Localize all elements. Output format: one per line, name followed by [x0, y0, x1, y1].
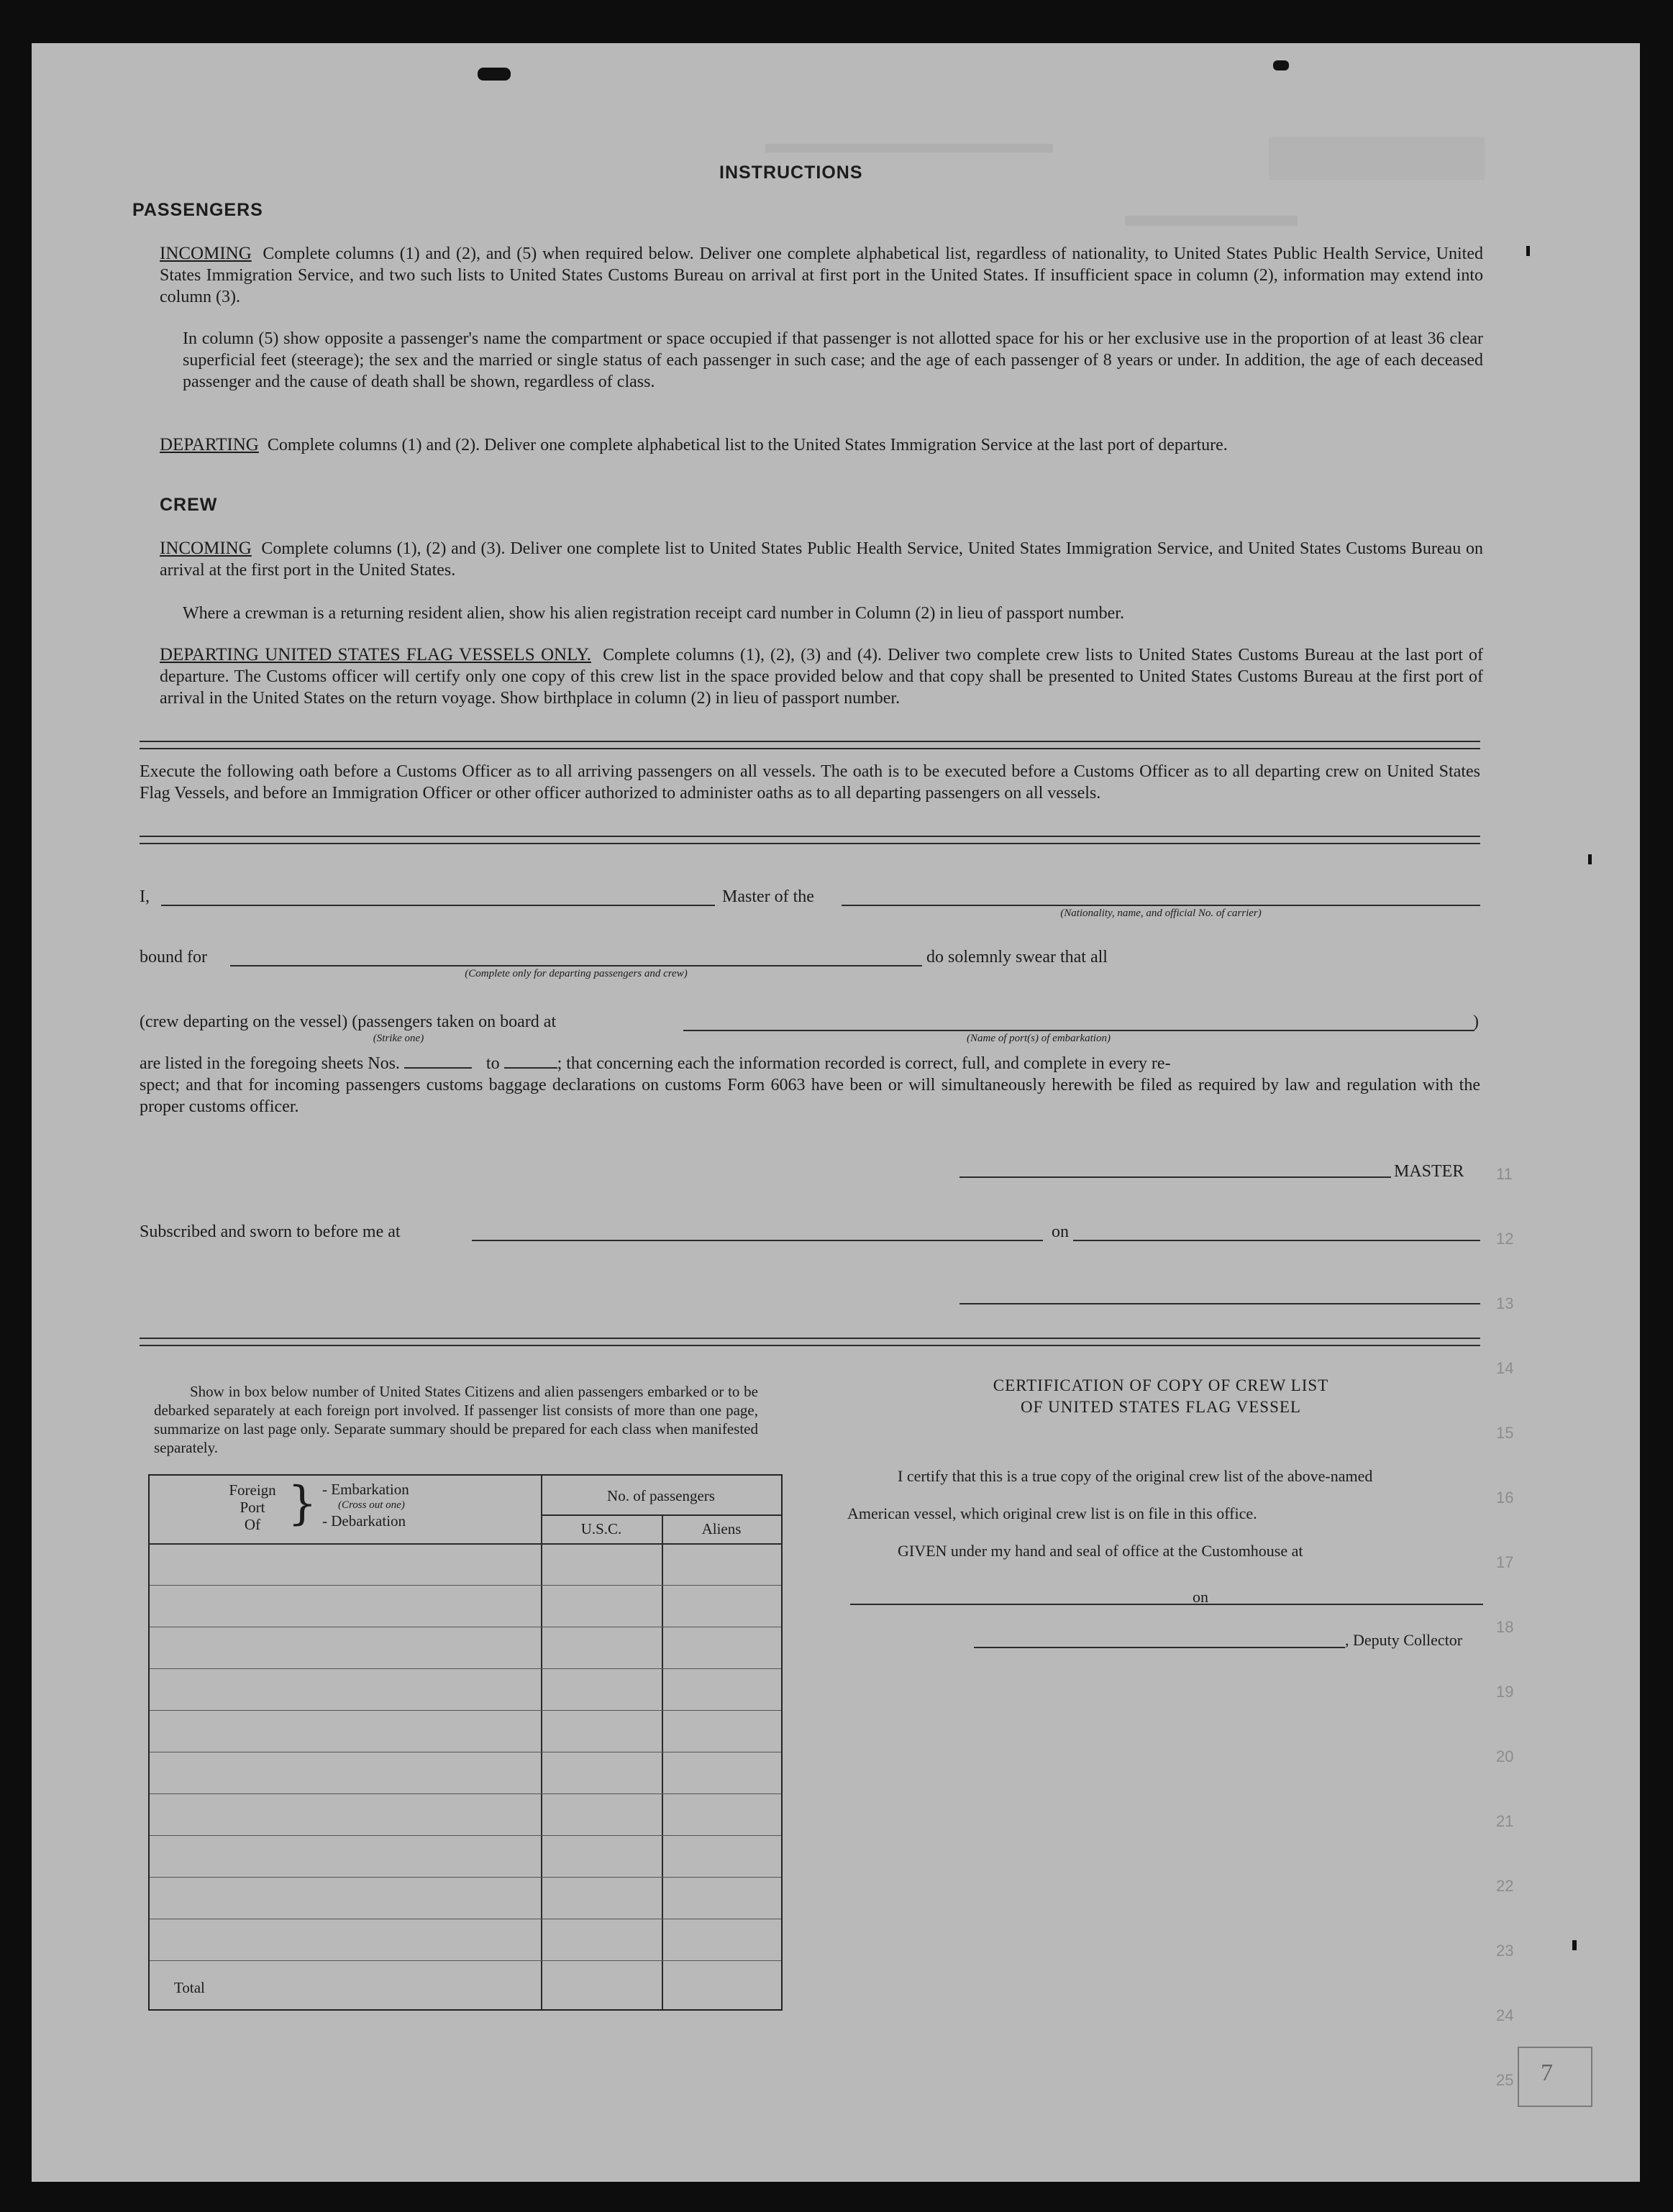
- table-row-line: [150, 1835, 781, 1836]
- table-row-line: [150, 1793, 781, 1794]
- total-label: Total: [174, 1979, 205, 1996]
- passenger-summary-table: [148, 1474, 783, 2011]
- table-row-line: [150, 1710, 781, 1711]
- sheet-from-field[interactable]: [404, 1053, 472, 1069]
- subscribed-on-label: on: [1052, 1222, 1069, 1241]
- listed-label-a: are listed in the foregoing sheets Nos.: [140, 1054, 400, 1073]
- close-paren: ): [1473, 1013, 1479, 1031]
- scan-speck: [1273, 60, 1289, 70]
- aliens-header: Aliens: [701, 1520, 742, 1537]
- passengers-incoming-label: INCOMING: [160, 244, 252, 263]
- carrier-caption: (Nationality, name, and official No. of carrier): [1060, 908, 1262, 919]
- crew-departing-text: Complete columns (1), (2), (3) and (4). Deliver two complete crew lists to United States Customs Bureau at the last port of departure. The Customs officer will certify only one copy of this crew list in the space provided below and that copy shall be presented to United States Customs Bureau at the first port of arrival in the United States on the return voyage. Show birthplace in column (2) in lieu of passport number.: [160, 646, 1483, 708]
- certification-title: CERTIFICATION OF COPY OF CREW LIST OF UNITED STATES FLAG VESSEL: [993, 1376, 1329, 1416]
- swear-label: do solemnly swear that all: [926, 948, 1108, 966]
- embarkation-ports-caption: (Name of port(s) of embarkation): [967, 1033, 1111, 1044]
- crew-resident-paragraph: Where a crewman is a returning resident alien, show his alien registration receipt card number in Column (2) in lieu of passport number.: [183, 604, 1124, 623]
- show-through-text: [722, 137, 1585, 252]
- scan-speck: [1588, 854, 1592, 864]
- document-sheet: INSTRUCTIONS PASSENGERS INCOMING Complete columns (1) and (2), and (5) when required below. Deliver one complete alphabetical list, regardless of nationality, to United States Public Health Service, United States Immigration Service, and two such lists to United States Customs Bureau on arrival at first port in the United States. If insufficient space in column (2), information may extend into column (3). In column (5) show opposite a passenger's name the compartment or space occupied if that passenger is not allotted space for his or her exclusive use in the proportion of at least 36 clear superficial feet (steerage); the sex and the married or single status of each passenger in such case; and the age of each passenger of 8 years or under. In addition, the age of each deceased passenger and the cause of death shall be shown, regardless of class. DEPARTING Complete columns (1) and (2). Deliver one complete alphabetical list to the United States Immigration Service at the last port of departure. CREW INCOMING Complete columns (1), (2) and (3). Deliver one complete list to United States Public Health Service, United States Immigration Service, and United States Customs Bureau on arrival at the first port in the United States. Where a crewman is a returning resident alien, show his alien registration receipt card number in Column (2) in lieu of passport number. DEPARTING UNITED STATES FLAG VESSELS ONLY. Complete columns (1), (2), (3) and (4). Deliver two complete crew lists to United States Customs Bureau at the last port of departure. The Customs officer will certify only one copy of this crew list in the space provided below and that copy shall be presented to United States Customs Bureau at the first port of arrival in the United States on the return voyage. Show birthplace in column (2) in lieu of passport number. Execute the following oath before a Customs Officer as to all arriving passengers on all vessels. The oath is to be executed before a Customs Officer as to all departing crew on United States Flag Vessels, and before an Immigration Officer or other officer authorized to administer oaths as to all departing passengers on all vessels. I, Master of the (Nationality, name, and official No. of carrier) bound for (Complete only for departing passengers and crew) do solemnly swear that all (crew departing on the vessel) (passengers taken on board at (Strike one) (Name of port(s) of embarkation) ) are listed in the foregoing sheets Nos. to ; that concerning each the information recorded is correct, full, and complete in every re- spect; and that for incoming passengers customs baggage declarations on customs Form 6063 have been or will simultaneously herewith be filed as required by law and regulation with the proper customs officer. MASTER Subscribed and sworn to before me at on Show in box below number of United States Citizens and alien passengers embarked or to be debarked separately at each foreign port involved. If passenger list consists of more than one page, summarize on last page only. Separate summary should be prepared for each class when manifested separately. Foreign Port Of } - Embarkation (Cross out one) - Debarkation No. of passengers U.S.C. Aliens Total CERTIFICATION OF COPY OF CREW LIST OF UNITED STATES FLAG VESSEL I certify that this is a true copy of the original crew list of the above-named American vessel, which original crew list is on file in this office. GIVEN under my hand and seal of office at the Customhouse at on , Deputy Collector 11 12 13 14 15 16 17 18 19 20 21 22 23 24 25 7: [32, 43, 1640, 2182]
- page-title: INSTRUCTIONS: [719, 163, 863, 183]
- deputy-collector-label: , Deputy Collector: [1345, 1631, 1463, 1649]
- embark-debark-labels: - Embarkation (Cross out one) - Debarkation: [322, 1481, 409, 1530]
- oath-instruction: Execute the following oath before a Customs Officer as to all arriving passengers on all vessels. The oath is to be executed before a Customs Officer as to all departing crew on United States Flag Vessels, and before an Immigration Officer or other officer authorized to administer oaths as to all departing passengers on all vessels.: [140, 762, 1480, 803]
- carrier-field[interactable]: [842, 905, 1480, 906]
- crew-departing-label: DEPARTING UNITED STATES FLAG VESSELS ONLY.: [160, 645, 591, 664]
- bound-for-label: bound for: [140, 948, 207, 966]
- bound-for-caption: (Complete only for departing passengers and crew): [465, 968, 688, 979]
- page-number: 7: [1541, 2060, 1553, 2086]
- passengers-heading: PASSENGERS: [132, 200, 263, 220]
- listed-label-b: ; that concerning each the information recorded is correct, full, and complete in every re-: [557, 1054, 1171, 1073]
- separator-rule-1: [140, 741, 1480, 749]
- certification-line-3: GIVEN under my hand and seal of office at the Customhouse at: [898, 1542, 1303, 1560]
- brace-glyph: }: [288, 1477, 317, 1530]
- listed-line-1: [140, 1053, 1480, 1074]
- passengers-departing-label: DEPARTING: [160, 435, 259, 454]
- subscribed-date-field[interactable]: [1073, 1240, 1480, 1241]
- certification-on-label: on: [1193, 1588, 1208, 1606]
- table-row-line: [150, 1960, 781, 1961]
- scan-speck: [1526, 246, 1530, 256]
- master-name-field[interactable]: [161, 905, 715, 906]
- crew-heading: CREW: [160, 495, 218, 515]
- crew-incoming-text: Complete columns (1), (2) and (3). Deliver one complete list to United States Public Health Service, United States Immigration Service, and United States Customs Bureau on arrival at the first port in the United States.: [160, 539, 1484, 580]
- listed-to-label: to: [486, 1054, 500, 1073]
- summary-instruction: Show in box below number of United States Citizens and alien passengers embarked or to be debarked separately at each foreign port involved. If passenger list consists of more than one page, summarize on last page only. Separate summary should be prepared for each class when manifested separately.: [154, 1383, 758, 1456]
- subscribed-label: Subscribed and sworn to before me at: [140, 1222, 401, 1241]
- embarkation-ports-field[interactable]: [683, 1030, 1474, 1031]
- crew-incoming-block: [160, 538, 1483, 581]
- subscribed-place-field[interactable]: [472, 1240, 1043, 1241]
- bound-for-field[interactable]: [230, 965, 922, 966]
- no-of-passengers-header: No. of passengers: [607, 1487, 715, 1504]
- master-signature-label: MASTER: [1394, 1162, 1464, 1181]
- table-row-line: [150, 1585, 781, 1586]
- usc-header: U.S.C.: [580, 1520, 622, 1537]
- crew-or-passengers-label: (crew departing on the vessel) (passengers taken on board at: [140, 1013, 557, 1031]
- table-row-line: [150, 1877, 781, 1878]
- passengers-incoming-block: [160, 243, 1483, 308]
- separator-rule-3: [140, 1338, 1480, 1346]
- page-number-box: [1518, 2047, 1592, 2107]
- scan-speck: [1572, 1940, 1577, 1950]
- certification-line-1: I certify that this is a true copy of the original crew list of the above-named: [898, 1467, 1373, 1485]
- master-of-the-label: Master of the: [722, 887, 814, 906]
- separator-rule-2: [140, 836, 1480, 844]
- certification-line-2: American vessel, which original crew list is on file in this office.: [847, 1504, 1257, 1522]
- column5-paragraph: In column (5) show opposite a passenger's name the compartment or space occupied if that passenger is not allotted space for his or her exclusive use in the proportion of at least 36 clear superficial feet (steerage); the sex and the married or single status of each passenger in such case; and the age of each passenger of 8 years or under. In addition, the age of each deceased passenger and the cause of death shall be shown, regardless of class.: [183, 329, 1483, 391]
- listed-line-2: spect; and that for incoming passengers customs baggage declarations on customs Form 6063 have been or will simultaneously herewith be filed as required by law and regulation with the proper customs officer.: [140, 1076, 1480, 1116]
- officer-signature-field[interactable]: [959, 1303, 1480, 1304]
- crew-departing-block: [160, 644, 1483, 709]
- oath-i-label: I,: [140, 887, 150, 906]
- table-row-line: [150, 1668, 781, 1669]
- sheet-to-field[interactable]: [504, 1053, 557, 1069]
- passengers-departing-text: Complete columns (1) and (2). Deliver one complete alphabetical list to the United States Immigration Service at the last port of departure.: [267, 436, 1228, 454]
- foreign-port-label: Foreign Port Of: [229, 1481, 276, 1533]
- passengers-incoming-text: Complete columns (1) and (2), and (5) when required below. Deliver one complete alphabetical list, regardless of nationality, to United States Public Health Service, United States Immigration Service, and two such lists to United States Customs Bureau on arrival at first port in the United States. If insufficient space in column (2), information may extend into column (3).: [160, 244, 1484, 306]
- strike-one-caption: (Strike one): [373, 1033, 424, 1044]
- passengers-departing-block: [160, 434, 1483, 456]
- certification-date-field[interactable]: [1214, 1604, 1483, 1605]
- customhouse-field[interactable]: [850, 1604, 1218, 1605]
- crew-incoming-label: INCOMING: [160, 539, 252, 558]
- deputy-collector-field[interactable]: [974, 1647, 1345, 1648]
- master-signature-field[interactable]: [959, 1176, 1391, 1178]
- scan-speck: [478, 68, 511, 81]
